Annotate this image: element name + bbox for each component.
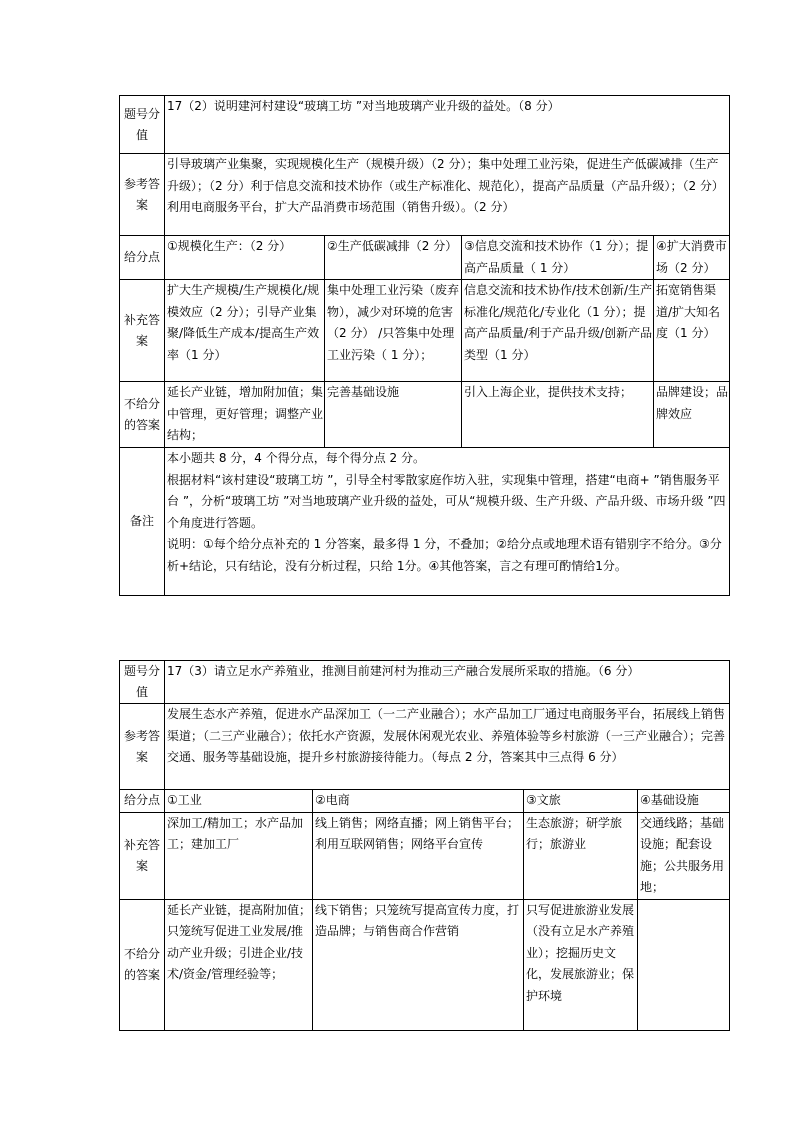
notes-line: 本小题共 8 分，4 个得分点，每个得分点 2 分。 <box>167 451 425 465</box>
no-score-answer-header: 不给分的答案 <box>120 899 165 1030</box>
notes-line: 说明：①每个给分点补充的 1 分答案，最多得 1 分，不叠加；②给分点或地理术语有错别字不给分。③分析+结论，只有结论，没有分析过程，只给 1分。④其他答案，言之有理可酌情给1分。 <box>167 537 722 573</box>
reference-answer-header: 参考答案 <box>120 704 165 790</box>
table-row <box>120 280 730 382</box>
supplementary-answer: 生态旅游；研学旅行；旅游业 <box>524 812 638 899</box>
scoring-point: ③信息交流和技术协作（1 分）；提高产品质量（ 1 分） <box>462 236 654 280</box>
no-score-answer: 延长产业链，提高附加值；只笼统写促进工业发展/推动产业升级；引进企业/技术/资金/管理经验等； <box>165 899 313 1030</box>
no-score-answer <box>638 899 730 1030</box>
question-header: 题号分值 <box>120 96 165 154</box>
table-row <box>120 704 730 790</box>
table-row <box>120 812 730 899</box>
scoring-points-header: 给分点 <box>120 790 165 813</box>
notes <box>165 448 730 596</box>
supplementary-answer: 集中处理工业污染（废弃物），减少对环境的危害（2 分） /只答集中处理工业污染（ 1 分）； <box>325 280 462 382</box>
question-header: 题号分值 <box>120 661 165 704</box>
scoring-point: ①工业 <box>165 790 313 813</box>
table-row <box>120 154 730 236</box>
scoring-point: ①规模化生产：（2 分） <box>165 236 325 280</box>
supplementary-answer: 扩大生产规模/生产规模化/规模效应（2 分）；引导产业集聚/降低生产成本/提高生产效率（1 分） <box>165 280 325 382</box>
table-row <box>120 899 730 1030</box>
supplementary-answer: 深加工/精加工；水产品加工；建加工厂 <box>165 812 313 899</box>
notes-header: 备注 <box>120 448 165 596</box>
supplementary-answer: 线上销售；网络直播；网上销售平台；利用互联网销售；网络平台宣传 <box>313 812 524 899</box>
scoring-points-header: 给分点 <box>120 236 165 280</box>
reference-answer: 发展生态水产养殖，促进水产品深加工（一二产业融合）；水产品加工厂通过电商服务平台，拓展线上销售渠道；（二三产业融合）；依托水产资源，发展休闲观光农业、养殖体验等乡村旅游（一三产业融合）；完善交通、服务等基础设施，提升乡村旅游接待能力。（每点 2 分，答案其中三点得 6 分） <box>165 704 730 790</box>
table-row <box>120 661 730 704</box>
supplementary-answer: 信息交流和技术协作/技术创新/生产标准化/规范化/专业化（1 分）；提高产品质量/利于产品升级/创新产品类型（1 分） <box>462 280 654 382</box>
supplementary-answer-header: 补充答案 <box>120 812 165 899</box>
supplementary-answer: 交通线路；基础设施；配套设施；公共服务用地； <box>638 812 730 899</box>
answer-table-q17-2 <box>119 95 730 596</box>
supplementary-answer-header: 补充答案 <box>120 280 165 382</box>
notes-line: 根据材料“该村建设“玻璃工坊 ”，引导全村零散家庭作坊入驻，实现集中管理，搭建“电商+ ”销售服务平台 ”，分析“玻璃工坊 ”对当地玻璃产业升级的益处，可从“规模升级、生产升级、产品升级、市场升级 ”四个角度进行答题。 <box>167 472 726 530</box>
scoring-point: ②电商 <box>313 790 524 813</box>
no-score-answer: 延长产业链，增加附加值；集中管理，更好管理；调整产业结构； <box>165 382 325 448</box>
supplementary-answer: 拓宽销售渠道/扩大知名度（1 分） <box>654 280 730 382</box>
no-score-answer: 引入上海企业，提供技术支持； <box>462 382 654 448</box>
no-score-answer: 只写促进旅游业发展（没有立足水产养殖业）；挖掘历史文化，发展旅游业；保护环境 <box>524 899 638 1030</box>
question-text: 17（2）说明建河村建设“玻璃工坊 ”对当地玻璃产业升级的益处。（8 分） <box>165 96 730 154</box>
table-row <box>120 448 730 596</box>
answer-table-q17-3 <box>119 660 730 1031</box>
scoring-point: ②生产低碳减排（2 分） <box>325 236 462 280</box>
table-row <box>120 382 730 448</box>
no-score-answer-header: 不给分的答案 <box>120 382 165 448</box>
question-text: 17（3）请立足水产养殖业，推测目前建河村为推动三产融合发展所采取的措施。（6 分） <box>165 661 730 704</box>
table-row <box>120 236 730 280</box>
no-score-answer: 线下销售；只笼统写提高宣传力度，打造品牌；与销售商合作营销 <box>313 899 524 1030</box>
no-score-answer: 完善基础设施 <box>325 382 462 448</box>
table-row <box>120 96 730 154</box>
scoring-point: ④扩大消费市场（2 分） <box>654 236 730 280</box>
no-score-answer: 品牌建设；品牌效应 <box>654 382 730 448</box>
reference-answer-header: 参考答案 <box>120 154 165 236</box>
reference-answer: 引导玻璃产业集聚，实现规模化生产（规模升级）（2 分）；集中处理工业污染，促进生产低碳减排（生产升级）；（2 分）利于信息交流和技术协作（或生产标准化、规范化），提高产品质量（产品升级）；（2 分）利用电商服务平台，扩大产品消费市场范围（销售升级）。（2 分） <box>165 154 730 236</box>
scoring-point: ④基础设施 <box>638 790 730 813</box>
table-row <box>120 790 730 813</box>
scoring-point: ③文旅 <box>524 790 638 813</box>
